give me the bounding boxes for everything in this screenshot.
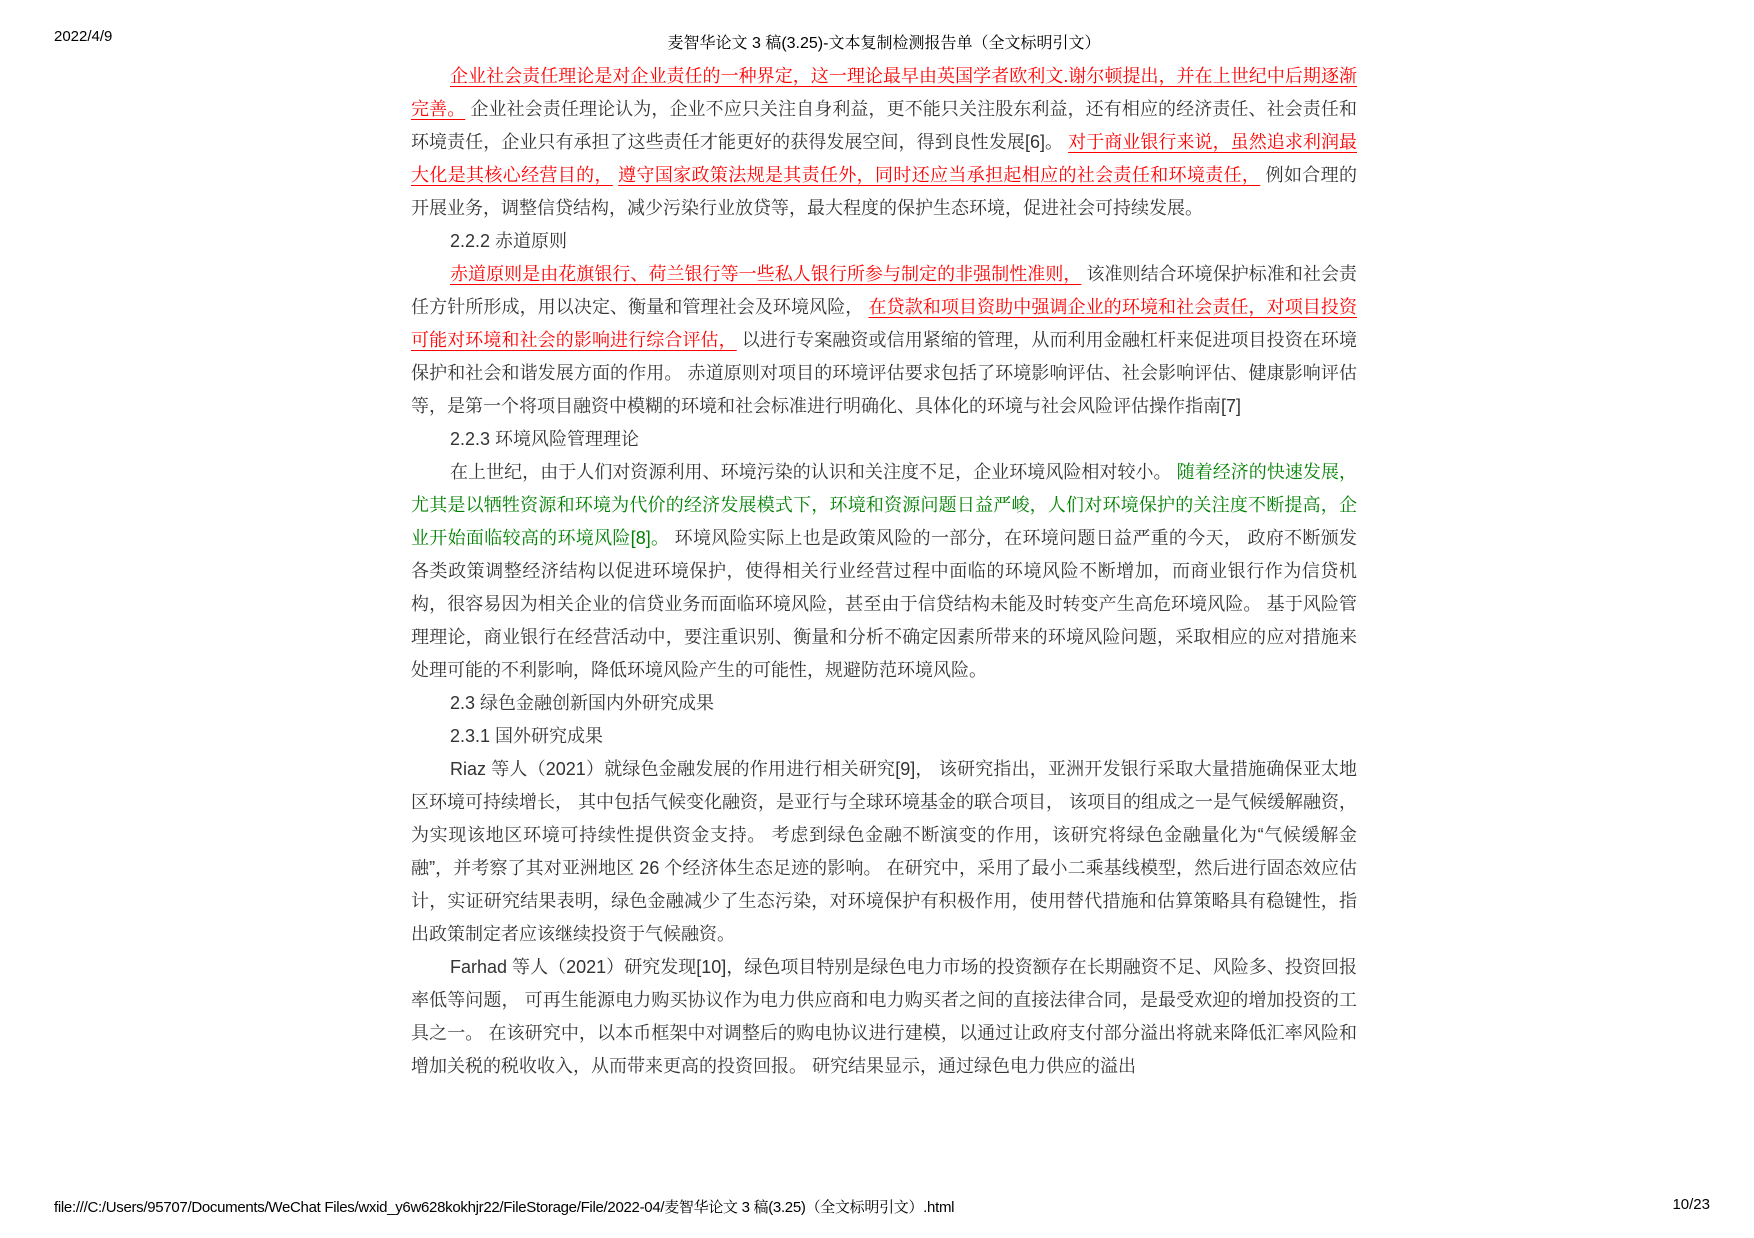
cited-text: 对于商业银行来说，虽然追求利润最大化是其核心经营目的， <box>411 132 1357 185</box>
body-text: 以进行专案融资或信用紧缩的管理，从而利用金融杠杆来促进项目投资在环境保护和社会和谐发展方面的作用。 赤道原则对项目的环境评估要求包括了环境影响评估、社会影响评估、健康影响评估等，是第一个将项目融资中模糊的环境和社会标准进行明确化、具体化的环境与社会风险评估操作指南[7] <box>411 330 1358 416</box>
paragraph-csr-theory <box>411 60 1357 225</box>
body-text: 在上世纪，由于人们对资源利用、环境污染的认识和关注度不足，企业环境风险相对较小。 <box>450 462 1177 482</box>
paragraph-farhad-study: Farhad 等人（2021）研究发现[10]，绿色项目特别是绿色电力市场的投资额存在长期融资不足、风险多、投资回报率低等问题， 可再生能源电力购买协议作为电力供应商和电力购买者之间的直接法律合同，是最受欢迎的增加投资的工具之一。 在该研究中，以本币框架中对调整后的购电协议进行建模，以通过让政府支付部分溢出将就来降低汇率风险和增加关税的税收收入，从而带来更高的投资回报。 研究结果显示，通过绿色电力供应的溢出 <box>411 957 1357 1076</box>
body-text: 例如合理的开展业务，调整信贷结构，减少污染行业放贷等，最大程度的保护生态环境，促进社会可持续发展。 <box>411 165 1357 218</box>
paragraph-riaz-study: Riaz 等人（2021）就绿色金融发展的作用进行相关研究[9]， 该研究指出，亚洲开发银行采取大量措施确保亚太地区环境可持续增长， 其中包括气候变化融资，是亚行与全球环境基金的联合项目， 该项目的组成之一是气候缓解融资，为实现该地区环境可持续性提供资金支持。 考虑到绿色金融不断演变的作用，该研究将绿色金融量化为“气候缓解金融”，并考察了其对亚洲地区 26 个经济体生态足迹的影响。 在研究中，采用了最小二乘基线模型，然后进行固态效应估计，实证研究结果表明，绿色金融减少了生态污染，对环境保护有积极作用，使用替代措施和估算策略具有稳键性，指出政策制定者应该继续投资于气候融资。 <box>411 759 1357 944</box>
section-heading-2-2-3: 2.2.3 环境风险管理理论 <box>450 429 640 449</box>
cited-text: 赤道原则是由花旗银行、荷兰银行等一些私人银行所参与制定的非强制性准则， <box>450 264 1082 284</box>
print-footer-page-number: 10/23 <box>1672 1196 1710 1213</box>
report-body <box>411 60 1357 1083</box>
cited-text: 遵守国家政策法规是其责任外，同时还应当承担起相应的社会责任和环境责任， <box>618 165 1261 185</box>
body-text: 该准则结合环境保护标准和社会责任方针所形成，用以决定、衡量和管理社会及环境风险， <box>411 264 1358 317</box>
cited-text: 企业社会责任理论是对企业责任的一种界定，这一理论最早由英国学者欧利文.谢尔顿提出，并在上世纪中后期逐渐完善。 <box>411 66 1357 119</box>
section-heading-2-3-1: 2.3.1 国外研究成果 <box>450 726 604 746</box>
print-header-date: 2022/4/9 <box>54 28 113 45</box>
print-footer-url: file:///C:/Users/95707/Documents/WeChat Files/wxid_y6w628kokhjr22/FileStorage/File/2022-04/麦智华论文 3 稿(3.25)（全文标明引文）.html <box>54 1199 955 1216</box>
paragraph-equator-principles <box>411 258 1357 423</box>
similar-text: 随着经济的快速发展，尤其是以牺牲资源和环境为代价的经济发展模式下，环境和资源问题日益严峻，人们对环境保护的关注度不断提高，企业开始面临较高的环境风险[8]。 <box>411 462 1357 548</box>
print-header-title: 麦智华论文 3 稿(3.25)-文本复制检测报告单（全文标明引文） <box>667 35 1101 52</box>
body-text: 企业社会责任理论认为，企业不应只关注自身利益，更不能只关注股东利益，还有相应的经济责任、社会责任和环境责任，企业只有承担了这些责任才能更好的获得发展空间，得到良性发展[6]。 <box>411 99 1358 152</box>
section-heading-2-3: 2.3 绿色金融创新国内外研究成果 <box>450 693 715 713</box>
cited-text: 在贷款和项目资助中强调企业的环境和社会责任，对项目投资可能对环境和社会的影响进行综合评估， <box>411 297 1357 350</box>
section-heading-2-2-2: 2.2.2 赤道原则 <box>450 231 568 251</box>
paragraph-env-risk-theory <box>411 456 1357 687</box>
body-text: 环境风险实际上也是政策风险的一部分，在环境问题日益严重的今天， 政府不断颁发各类政策调整经济结构以促进环境保护，使得相关行业经营过程中面临的环境风险不断增加，而商业银行作为信贷机构，很容易因为相关企业的信贷业务而面临环境风险，甚至由于信贷结构未能及时转变产生高危环境风险。 基于风险管理理论，商业银行在经营活动中，要注重识别、衡量和分析不确定因素所带来的环境风险问题，采取相应的应对措施来处理可能的不利影响，降低环境风险产生的可能性，规避防范环境风险。 <box>411 528 1358 680</box>
